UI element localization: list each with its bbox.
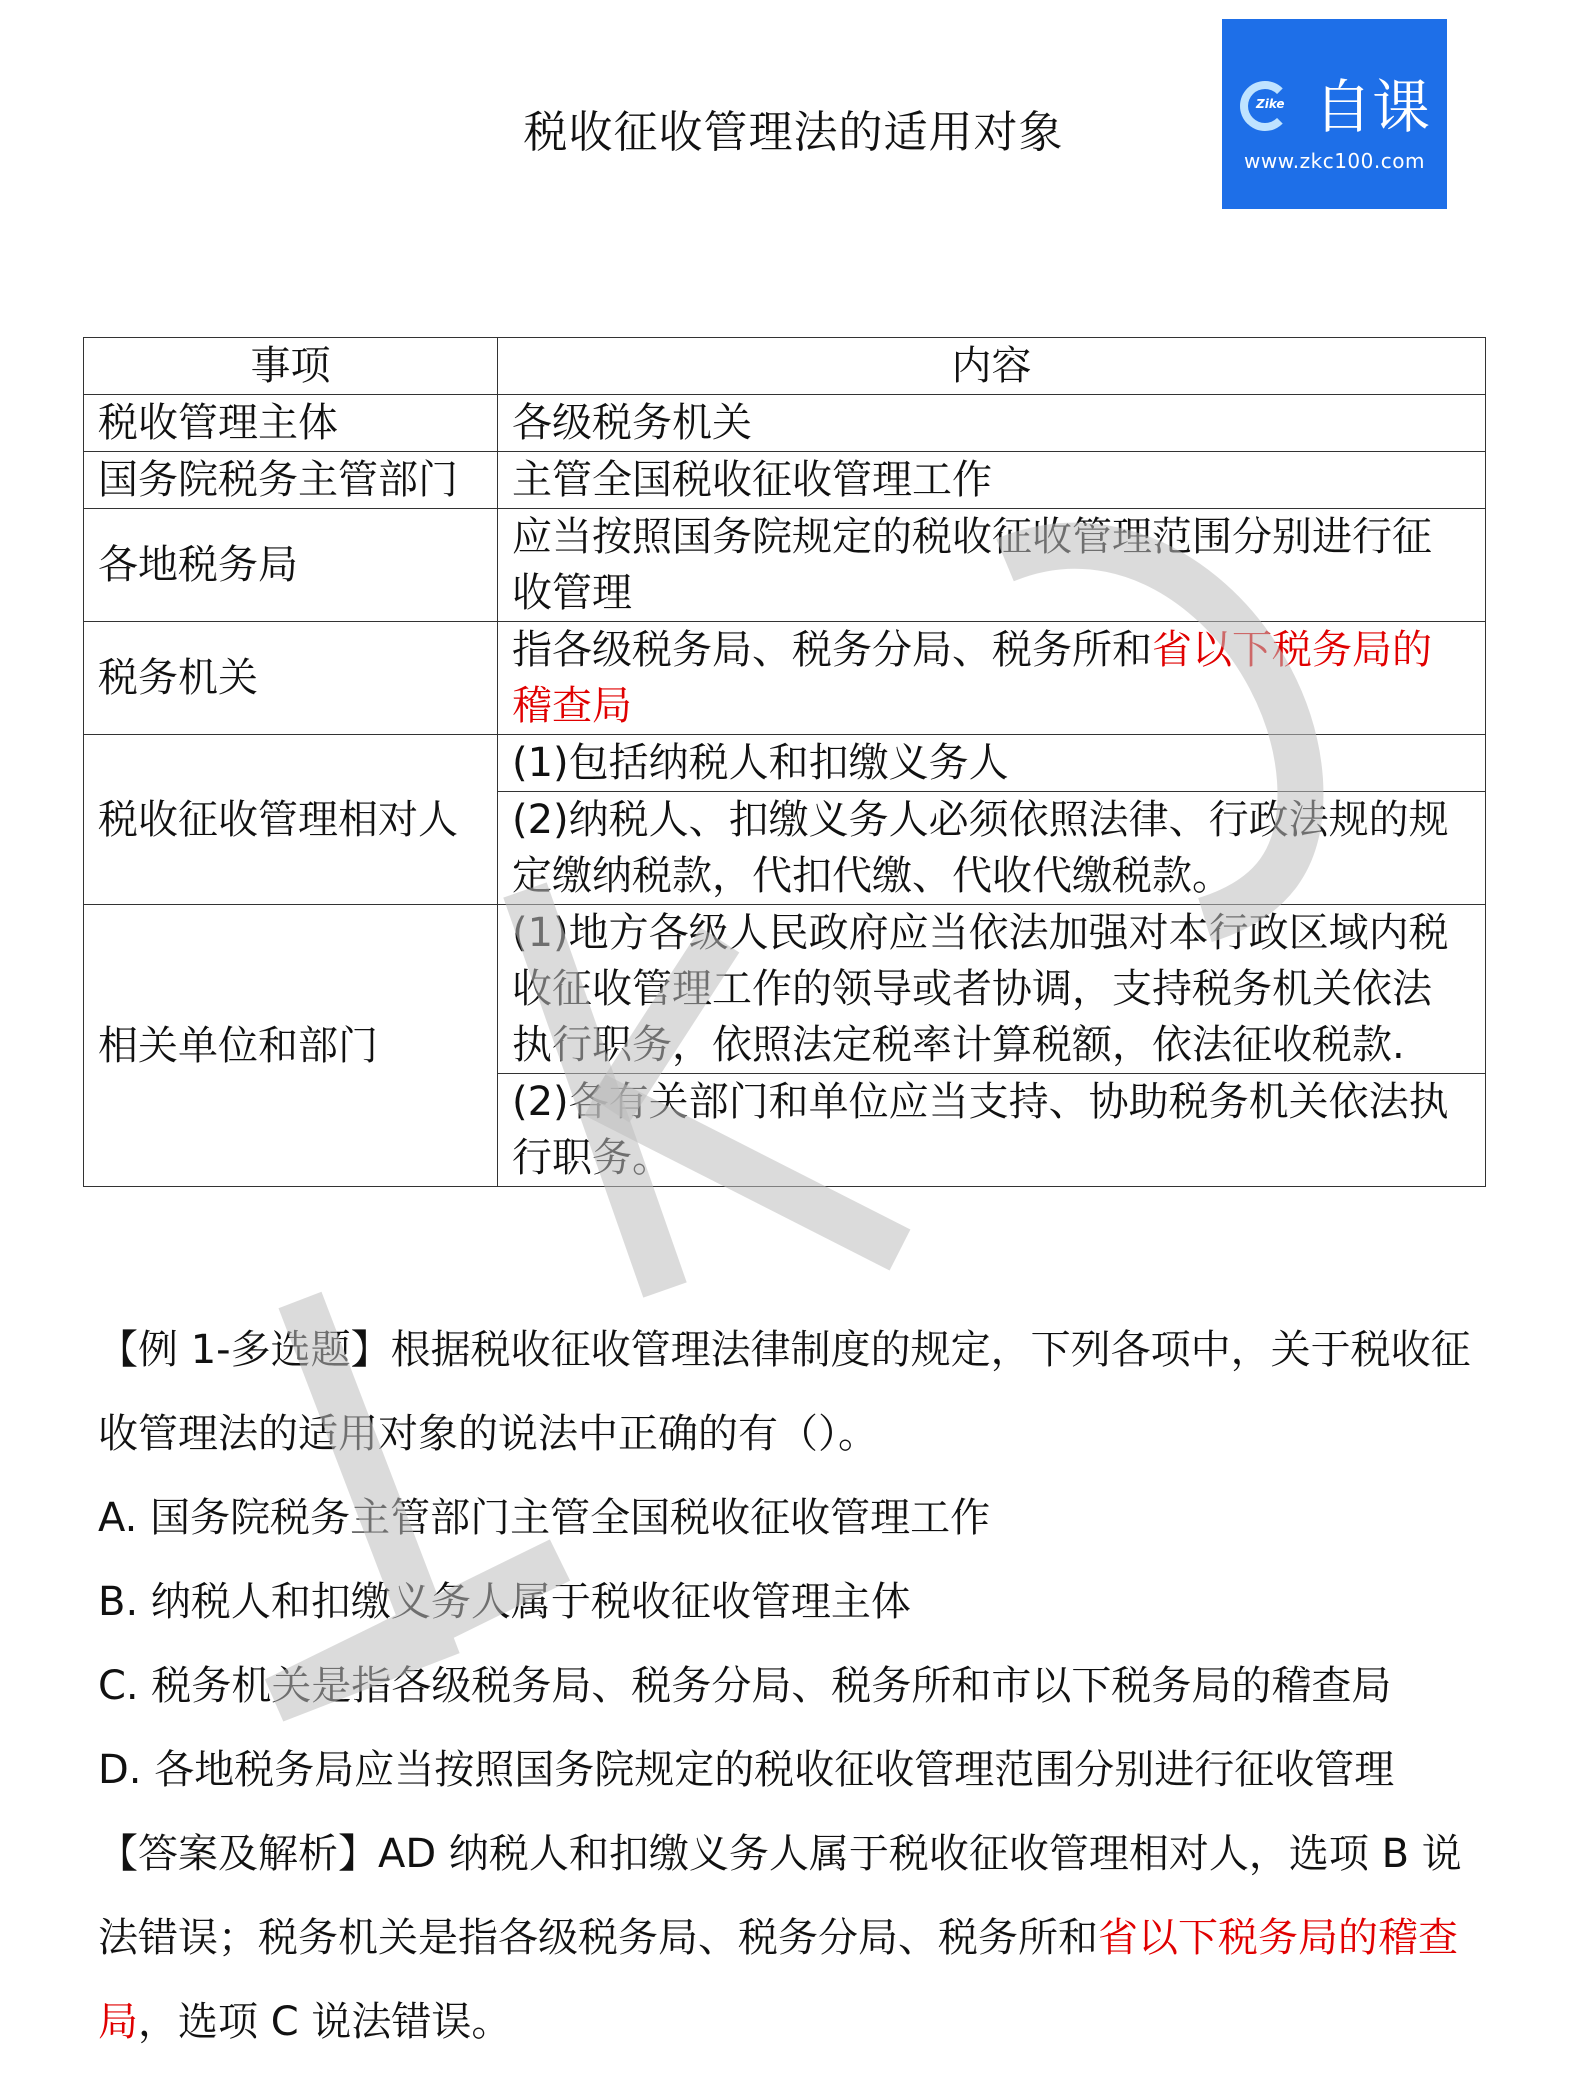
table-row [84,905,1486,1074]
table-row [84,452,1486,509]
row-item: 税务机关 [84,622,498,735]
answer-plain-2: ，选项 C 说法错误。 [138,1999,512,2045]
example-question [98,1308,1498,2064]
row-item: 税收征收管理相对人 [84,735,498,905]
header-content: 内容 [498,338,1486,395]
option-c: C. 税务机关是指各级税务局、税务分局、税务所和市以下税务局的稽查局 [98,1663,1392,1709]
row-content: 各级税务机关 [498,395,1486,452]
answer-explanation [98,1812,1498,2064]
content-plain: 指各级税务局、税务分局、税务所和 [512,627,1152,673]
row-content [498,622,1486,735]
row-item: 各地税务局 [84,509,498,622]
row-content: (2)各有关部门和单位应当支持、协助税务机关依法执行职务。 [498,1074,1486,1187]
option-d: D. 各地税务局应当按照国务院规定的税收征收管理范围分别进行征收管理 [98,1747,1395,1793]
zike-logo [1222,19,1447,209]
answer-plain-1: 【答案及解析】AD 纳税人和扣缴义务人属于税收征收管理相对人，选项 B 说法错误；税务机关是指各级税务局、税务分局、税务所和 [98,1831,1462,1961]
logo-url: www.zkc100.com [1244,149,1425,173]
row-content: 主管全国税收征收管理工作 [498,452,1486,509]
row-content: 应当按照国务院规定的税收征收管理范围分别进行征收管理 [498,509,1486,622]
page-title: 税收征收管理法的适用对象 [523,107,1064,158]
logo-name: 自课 [1314,73,1431,141]
tax-law-table [83,337,1486,1187]
row-content: (1)地方各级人民政府应当依法加强对本行政区域内税收征收管理工作的领导或者协调，支持税务机关依法执行职务，依照法定税率计算税额，依法征收税款. [498,905,1486,1074]
table-row [84,395,1486,452]
table-header-row [84,338,1486,395]
row-item: 相关单位和部门 [84,905,498,1187]
option-b: B. 纳税人和扣缴义务人属于税收征收管理主体 [98,1579,911,1625]
option-a: A. 国务院税务主管部门主管全国税收征收管理工作 [98,1495,991,1541]
table-row [84,622,1486,735]
row-content: (1)包括纳税人和扣缴义务人 [498,735,1486,792]
header-item: 事项 [84,338,498,395]
content-highlight: 省以下税务局的稽查局 [512,627,1432,729]
row-item: 税收管理主体 [84,395,498,452]
logo-mark-text: Zike [1256,97,1285,111]
row-item: 国务院税务主管部门 [84,452,498,509]
row-content: (2)纳税人、扣缴义务人必须依照法律、行政法规的规定缴纳税款，代扣代缴、代收代缴税款。 [498,792,1486,905]
answer-highlight: 省以下税务局的稽查局 [98,1915,1458,2045]
question-stem: 【例 1-多选题】根据税收征收管理法律制度的规定，下列各项中，关于税收征收管理法的适用对象的说法中正确的有（）。 [98,1327,1471,1457]
table-row [84,735,1486,792]
table-row [84,509,1486,622]
